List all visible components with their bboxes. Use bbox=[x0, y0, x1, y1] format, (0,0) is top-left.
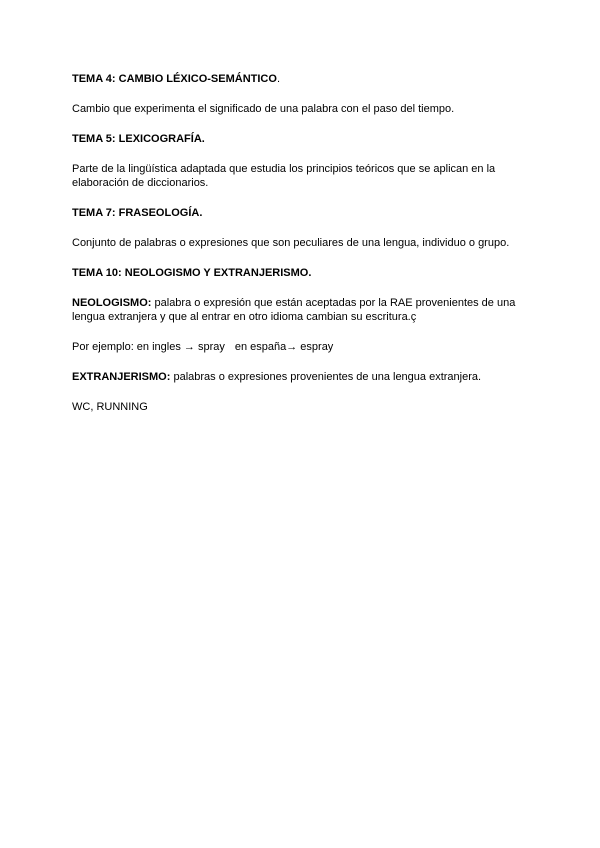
section-heading-tema-5: TEMA 5: LEXICOGRAFÍA. bbox=[72, 133, 205, 145]
extranjerismo-definition bbox=[72, 370, 532, 384]
section-text-tema-5-line-1: Parte de la lingüística adaptada que estudia los principios teóricos que se aplican en la bbox=[72, 163, 496, 175]
section-heading-tema-4 bbox=[72, 72, 532, 86]
section-text-tema-4: Cambio que experimenta el significado de una palabra con el paso del tiempo. bbox=[72, 103, 455, 115]
extranjerismo-text: palabras o expresiones provenientes de una lengua extranjera. bbox=[170, 371, 482, 383]
section-heading-tema-10: TEMA 10: NEOLOGISMO Y EXTRANJERISMO. bbox=[72, 267, 312, 279]
neologismo-definition-line-1 bbox=[72, 296, 532, 310]
extranjerismo-term: EXTRANJERISMO: bbox=[72, 371, 171, 383]
extranjerismo-examples: WC, RUNNING bbox=[72, 401, 148, 413]
section-text-tema-5-line-2: elaboración de diccionarios. bbox=[72, 177, 209, 189]
example-english: Por ejemplo: en ingles → spray bbox=[72, 341, 225, 353]
neologismo-example bbox=[72, 340, 532, 354]
section-text-tema-7: Conjunto de palabras o expresiones que son peculiares de una lengua, individuo o grupo. bbox=[72, 237, 510, 249]
heading-period: . bbox=[276, 73, 280, 85]
neologismo-text: palabra o expresión que están aceptadas por la RAE provenientes de una bbox=[151, 297, 516, 309]
example-spanish: en españa→ espray bbox=[234, 341, 334, 353]
heading-text: TEMA 4: CAMBIO LÉXICO-SEMÁNTICO bbox=[72, 73, 277, 85]
neologismo-term: NEOLOGISMO: bbox=[72, 297, 152, 309]
neologismo-definition-line-2: lengua extranjera y que al entrar en otro idioma cambian su escritura.ç bbox=[72, 311, 417, 323]
document-page bbox=[72, 72, 532, 414]
section-heading-tema-7: TEMA 7: FRASEOLOGÍA. bbox=[72, 207, 203, 219]
